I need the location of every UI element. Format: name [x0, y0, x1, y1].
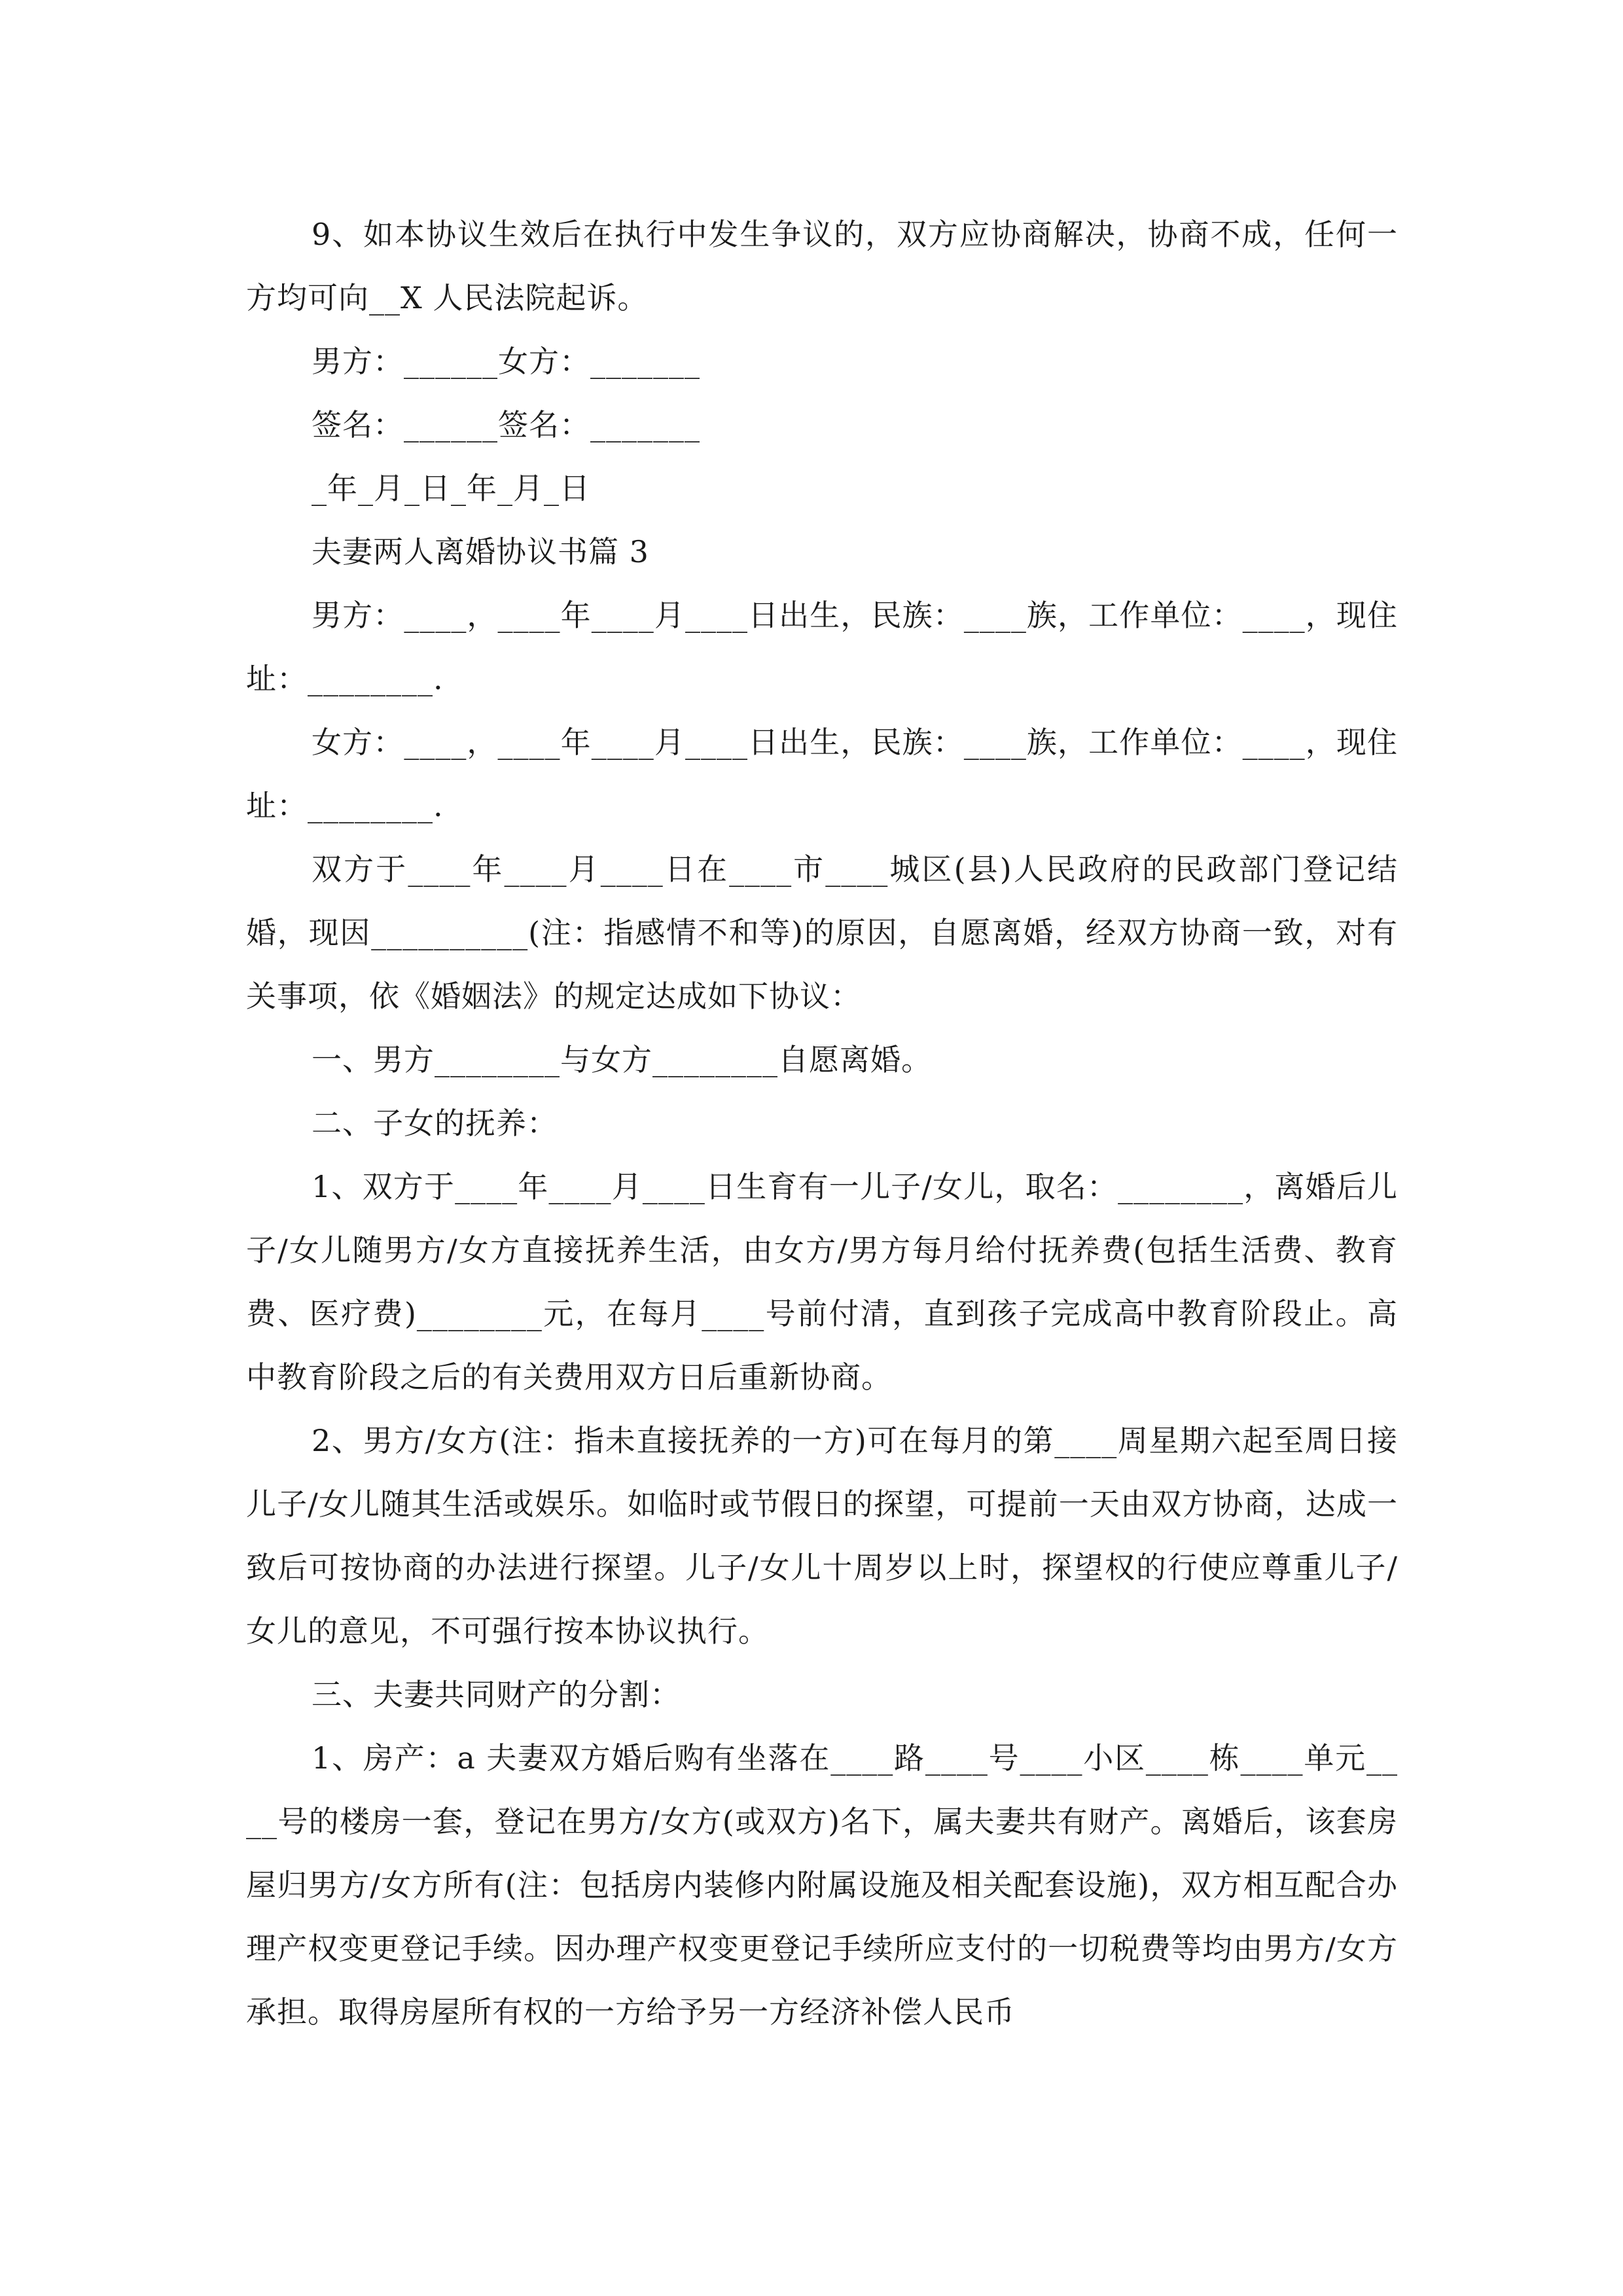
signature-date-line: _年_月_日_年_月_日: [312, 471, 590, 506]
property-item-1-house: 1、房产：a 夫妻双方婚后购有坐落在____路____号____小区____栋____单元____号的楼房一套，登记在男方/女方(或双方)名下，属夫妻共有财产。离婚后，该套房屋归男方/女方所有(注：包括房内装修内附属设施及相关配套设施)，双方相互配合办理产权变更登记手续。因办理产权变更登记手续所应支付的一切税费等均由男方/女方承担。取得房屋所有权的一方给予另一方经济补偿人民币: [246, 1740, 1398, 2030]
child-custody-item-1: 1、双方于____年____月____日生育有一儿子/女儿，取名：________，离婚后儿子/女儿随男方/女方直接抚养生活，由女方/男方每月给付抚养费(包括生活费、教育费、医疗费)________元，在每月____号前付清，直到孩子完成高中教育阶段止。高中教育阶段之后的有关费用双方日后重新协商。: [246, 1169, 1398, 1395]
document-body: [246, 203, 1398, 2044]
clause-1-divorce: 一、男方________与女方________自愿离婚。: [312, 1042, 932, 1077]
female-party-info: 女方：____，____年____月____日出生，民族：____族，工作单位：____，现住址：________.: [246, 725, 1398, 823]
clause-9-dispute: 9、如本协议生效后在执行中发生争议的，双方应协商解决，协商不成，任何一方均可向__X 人民法院起诉。: [246, 217, 1398, 315]
male-party-info: 男方：____，____年____月____日出生，民族：____族，工作单位：____，现住址：________.: [246, 598, 1398, 696]
child-custody-item-2: 2、男方/女方(注：指未直接抚养的一方)可在每月的第____周星期六起至周日接儿子/女儿随其生活或娱乐。如临时或节假日的探望，可提前一天由双方协商，达成一致后可按协商的办法进行探望。儿子/女儿十周岁以上时，探望权的行使应尊重儿子/女儿的意见，不可强行按本协议执行。: [246, 1423, 1398, 1649]
signature-line-parties: 男方：______女方：_______: [312, 344, 700, 379]
signature-line-names: 签名：______签名：_______: [312, 407, 700, 442]
marriage-registration-paragraph: 双方于____年____月____日在____市____城区(县)人民政府的民政部门登记结婚，现因__________(注：指感情不和等)的原因，自愿离婚，经双方协商一致，对有关事项，依《婚姻法》的规定达成如下协议：: [246, 852, 1398, 1014]
clause-2-heading-child-custody: 二、子女的抚养：: [312, 1105, 558, 1141]
section-title: 夫妻两人离婚协议书篇 3: [312, 534, 649, 569]
clause-3-heading-property: 三、夫妻共同财产的分割：: [312, 1677, 681, 1712]
